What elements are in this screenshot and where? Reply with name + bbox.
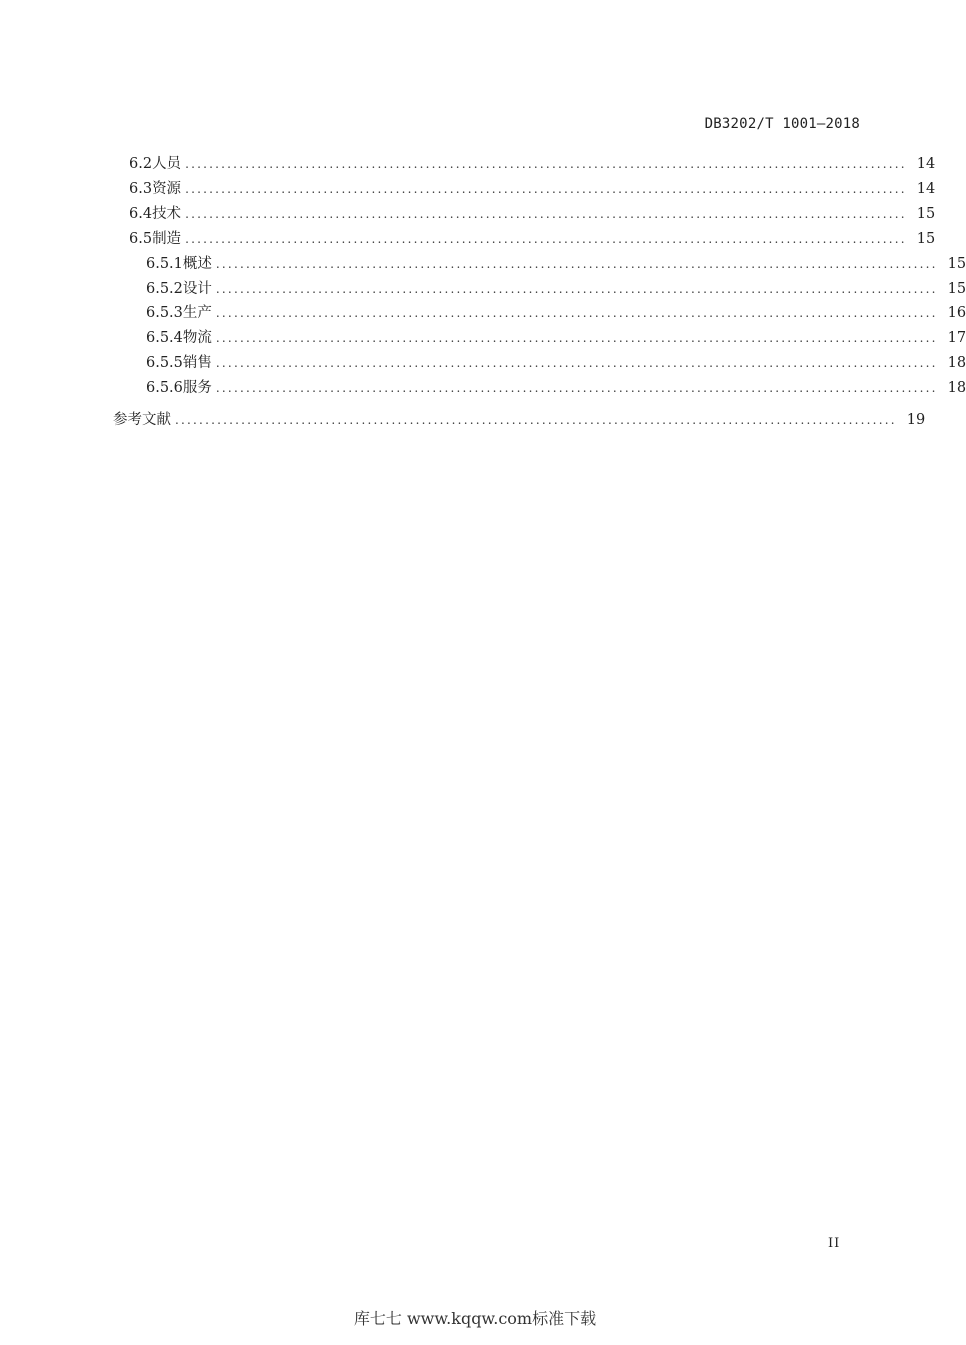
dot-leader: ........................................................................................................................ [215,331,938,345]
toc-title: 设计 [182,281,212,297]
dot-leader: ........................................................................................................................ [215,381,938,395]
toc-entry-6-5-1[interactable] [146,252,966,276]
toc-number: 6.5.6 [146,380,183,396]
dot-leader: ........................................................................................................................ [215,257,938,271]
dot-leader: ........................................................................................................................ [215,306,938,320]
toc-page-number: 15 [947,256,966,272]
toc-number: 6.4 [129,206,153,222]
toc-number: 6.5.2 [146,281,183,297]
toc-page-number: 15 [947,281,966,297]
toc-entry-6-5[interactable] [129,227,936,251]
toc-page-number: 17 [947,330,966,346]
toc-page-number: 15 [916,206,936,222]
toc-page-number: 14 [916,156,936,172]
toc-number: 6.3 [129,181,153,197]
dot-leader: ........................................................................................................................ [175,413,897,427]
toc-entry-6-5-5[interactable] [146,351,966,375]
toc-entry-6-4[interactable] [129,202,936,226]
toc-entry-6-5-3[interactable] [146,301,966,325]
toc-entry-references[interactable] [113,408,926,432]
toc-number: 6.5 [129,231,153,247]
toc-page-number: 18 [947,380,966,396]
toc-number: 6.5.4 [146,330,183,346]
dot-leader: ........................................................................................................................ [185,157,907,171]
toc-number: 6.5.5 [146,355,183,371]
toc-number: 6.2 [129,156,153,172]
dot-leader: ........................................................................................................................ [185,232,907,246]
dot-leader: ........................................................................................................................ [215,282,938,296]
dot-leader: ........................................................................................................................ [185,207,907,221]
dot-leader: ........................................................................................................................ [215,356,938,370]
toc-page-number: 14 [916,181,936,197]
toc-title: 技术 [152,206,182,222]
toc-title: 概述 [182,256,212,272]
toc-entry-6-5-6[interactable] [146,376,966,400]
toc-title: 服务 [182,380,212,396]
page-folio: II [828,1236,841,1251]
download-watermark: 库七七 www.kqqw.com标准下载 [353,1309,597,1328]
toc-number: 6.5.1 [146,256,183,272]
document-code: DB3202/T 1001—2018 [704,116,860,132]
dot-leader: ........................................................................................................................ [185,182,907,196]
toc-page-number: 15 [916,231,936,247]
toc-title: 人员 [152,156,182,172]
toc-entry-6-3[interactable] [129,177,936,201]
toc-page-number: 19 [906,412,926,428]
toc-entry-6-2[interactable] [129,152,936,176]
toc-title: 生产 [182,305,212,321]
toc-page-number: 16 [947,305,966,321]
toc-title: 制造 [152,231,182,247]
toc-number: 6.5.3 [146,305,183,321]
toc-title: 销售 [182,355,212,371]
toc-title: 资源 [152,181,182,197]
toc-entry-6-5-2[interactable] [146,277,966,301]
toc-entry-6-5-4[interactable] [146,326,966,350]
toc-title: 参考文献 [113,412,171,428]
toc-title: 物流 [182,330,212,346]
toc-page-number: 18 [947,355,966,371]
